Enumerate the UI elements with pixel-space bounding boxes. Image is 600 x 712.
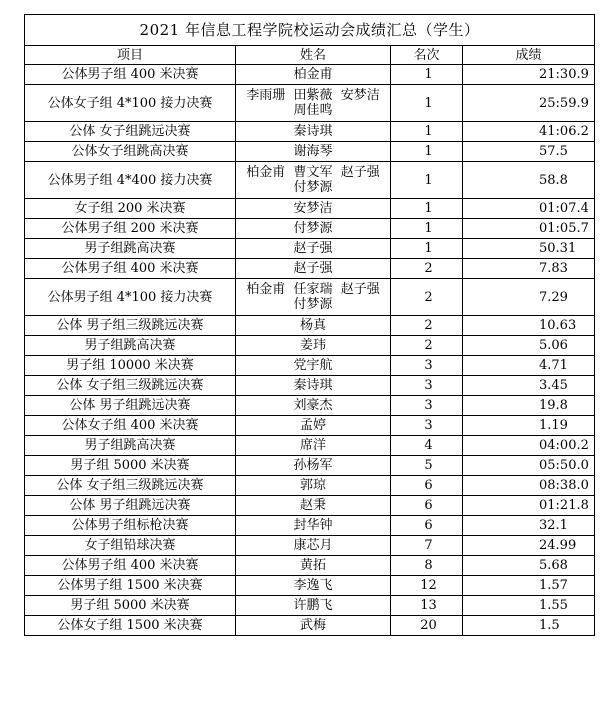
- table-row: [25, 85, 595, 122]
- table-row: [25, 416, 595, 436]
- athlete-names-line: 许鹏飞: [293, 598, 333, 613]
- athlete-names-line: 李逸飞: [293, 578, 333, 593]
- athlete-names-line: 武梅: [299, 618, 326, 633]
- cell-result: 08:38.0: [463, 476, 595, 496]
- table-row: [25, 396, 595, 416]
- table-row: [25, 239, 595, 259]
- cell-result: 57.5: [463, 142, 595, 162]
- results-sheet: [24, 14, 594, 636]
- athlete-names-line: 周佳鸣: [293, 103, 333, 118]
- table-row: [25, 199, 595, 219]
- table-row: [25, 162, 595, 199]
- cell-name: [236, 376, 391, 396]
- cell-result: 4.71: [463, 356, 595, 376]
- cell-name: [236, 616, 391, 636]
- cell-event: 公体男子组标枪决赛: [25, 516, 236, 536]
- athlete-names-line: 姜玮: [299, 338, 326, 353]
- cell-rank: 8: [391, 556, 463, 576]
- athlete-names-line: 付梦源: [293, 297, 333, 312]
- athlete-names-line: 康芯月: [293, 538, 333, 553]
- cell-event: 女子组 200 米决赛: [25, 199, 236, 219]
- cell-event: 公体 男子组跳远决赛: [25, 396, 236, 416]
- table-row: [25, 476, 595, 496]
- cell-rank: 1: [391, 199, 463, 219]
- cell-event: 公体男子组 1500 米决赛: [25, 576, 236, 596]
- cell-event: 公体女子组 400 米决赛: [25, 416, 236, 436]
- cell-rank: 1: [391, 219, 463, 239]
- cell-result: 7.29: [463, 279, 595, 316]
- cell-event: 公体 男子组三级跳远决赛: [25, 316, 236, 336]
- athlete-names-line: 党宇航: [293, 358, 333, 373]
- cell-name: [236, 416, 391, 436]
- cell-rank: 3: [391, 376, 463, 396]
- cell-name: [236, 142, 391, 162]
- cell-rank: 3: [391, 396, 463, 416]
- cell-result: 3.45: [463, 376, 595, 396]
- cell-result: 1.19: [463, 416, 595, 436]
- athlete-names-line: 孟婷: [299, 418, 326, 433]
- cell-rank: 12: [391, 576, 463, 596]
- cell-name: [236, 259, 391, 279]
- table-row: [25, 259, 595, 279]
- athlete-names-line: 黄拓: [299, 558, 326, 573]
- header-row: [25, 46, 595, 65]
- cell-rank: 3: [391, 356, 463, 376]
- cell-name: [236, 316, 391, 336]
- table-row: [25, 436, 595, 456]
- athlete-names-line: 封华钟: [293, 518, 333, 533]
- table-row: [25, 556, 595, 576]
- athlete-names-line: 赵子强: [293, 261, 333, 276]
- cell-result: 05:50.0: [463, 456, 595, 476]
- athlete-names-line: 付梦源: [293, 221, 333, 236]
- table-title: 2021 年信息工程学院校运动会成绩汇总（学生）: [25, 15, 595, 46]
- cell-event: 公体 女子组三级跳远决赛: [25, 376, 236, 396]
- cell-name: [236, 122, 391, 142]
- table-row: [25, 219, 595, 239]
- cell-result: 25:59.9: [463, 85, 595, 122]
- cell-name: [236, 576, 391, 596]
- cell-rank: 1: [391, 162, 463, 199]
- table-row: [25, 142, 595, 162]
- cell-rank: 1: [391, 142, 463, 162]
- cell-name: [236, 336, 391, 356]
- cell-name: [236, 199, 391, 219]
- cell-event: 公体男子组 4*400 接力决赛: [25, 162, 236, 199]
- cell-name: [236, 536, 391, 556]
- table-row: [25, 356, 595, 376]
- cell-event: 男子组 5000 米决赛: [25, 596, 236, 616]
- athlete-names-line: 刘豪杰: [293, 398, 333, 413]
- cell-name: [236, 356, 391, 376]
- cell-event: 公体男子组 400 米决赛: [25, 556, 236, 576]
- table-row: [25, 122, 595, 142]
- cell-result: 5.68: [463, 556, 595, 576]
- cell-rank: 2: [391, 279, 463, 316]
- cell-rank: 5: [391, 456, 463, 476]
- table-row: [25, 376, 595, 396]
- cell-event: 男子组跳高决赛: [25, 336, 236, 356]
- cell-rank: 2: [391, 259, 463, 279]
- cell-event: 公体 女子组三级跳远决赛: [25, 476, 236, 496]
- cell-event: 男子组 10000 米决赛: [25, 356, 236, 376]
- header-event: 项目: [25, 46, 236, 65]
- table-row: [25, 516, 595, 536]
- cell-result: 24.99: [463, 536, 595, 556]
- cell-name: [236, 239, 391, 259]
- table-row: [25, 576, 595, 596]
- cell-result: 1.55: [463, 596, 595, 616]
- cell-rank: 2: [391, 336, 463, 356]
- cell-rank: 6: [391, 476, 463, 496]
- athlete-names-line: 秦诗琪: [293, 124, 333, 139]
- cell-name: [236, 496, 391, 516]
- cell-result: 5.06: [463, 336, 595, 356]
- table-row: [25, 279, 595, 316]
- cell-rank: 6: [391, 516, 463, 536]
- table-row: [25, 456, 595, 476]
- cell-name: [236, 476, 391, 496]
- cell-event: 男子组跳高决赛: [25, 239, 236, 259]
- cell-rank: 1: [391, 122, 463, 142]
- athlete-names-line: 柏金甫 曹文军 赵子强: [246, 165, 380, 180]
- athlete-names-line: 付梦源: [293, 180, 333, 195]
- cell-name: [236, 162, 391, 199]
- cell-event: 公体女子组 1500 米决赛: [25, 616, 236, 636]
- cell-event: 公体 男子组跳远决赛: [25, 496, 236, 516]
- cell-rank: 7: [391, 536, 463, 556]
- athlete-names-line: 孙杨军: [293, 458, 333, 473]
- cell-result: 1.5: [463, 616, 595, 636]
- cell-event: 女子组铅球决赛: [25, 536, 236, 556]
- athlete-names-line: 柏金甫 任家瑞 赵子强: [246, 282, 380, 297]
- cell-name: [236, 85, 391, 122]
- cell-name: [236, 456, 391, 476]
- athlete-names-line: 赵秉: [299, 498, 326, 513]
- table-row: [25, 616, 595, 636]
- cell-event: 公体男子组 400 米决赛: [25, 65, 236, 85]
- cell-rank: 1: [391, 85, 463, 122]
- cell-rank: 3: [391, 416, 463, 436]
- athlete-names-line: 谢海琴: [293, 144, 333, 159]
- cell-result: 01:05.7: [463, 219, 595, 239]
- table-row: [25, 316, 595, 336]
- cell-name: [236, 516, 391, 536]
- cell-event: 公体女子组跳高决赛: [25, 142, 236, 162]
- athlete-names-line: 郭琼: [299, 478, 326, 493]
- cell-rank: 1: [391, 65, 463, 85]
- table-row: [25, 336, 595, 356]
- header-rank: 名次: [391, 46, 463, 65]
- cell-name: [236, 396, 391, 416]
- table-row: [25, 536, 595, 556]
- cell-result: 32.1: [463, 516, 595, 536]
- cell-result: 21:30.9: [463, 65, 595, 85]
- cell-event: 公体男子组 4*100 接力决赛: [25, 279, 236, 316]
- cell-rank: 20: [391, 616, 463, 636]
- athlete-names-line: 李雨珊 田紫薇 安梦洁: [246, 88, 380, 103]
- cell-result: 10.63: [463, 316, 595, 336]
- cell-result: 7.83: [463, 259, 595, 279]
- cell-event: 公体 女子组跳远决赛: [25, 122, 236, 142]
- cell-rank: 13: [391, 596, 463, 616]
- athlete-names-line: 席洋: [299, 438, 326, 453]
- cell-event: 公体男子组 200 米决赛: [25, 219, 236, 239]
- cell-result: 01:07.4: [463, 199, 595, 219]
- cell-rank: 6: [391, 496, 463, 516]
- athlete-names-line: 安梦洁: [293, 201, 333, 216]
- cell-name: [236, 65, 391, 85]
- cell-name: [236, 436, 391, 456]
- cell-rank: 4: [391, 436, 463, 456]
- cell-result: 50.31: [463, 239, 595, 259]
- header-result: 成绩: [463, 46, 595, 65]
- cell-result: 19.8: [463, 396, 595, 416]
- cell-name: [236, 596, 391, 616]
- header-name: 姓名: [236, 46, 391, 65]
- table-row: [25, 496, 595, 516]
- table-row: [25, 596, 595, 616]
- cell-event: 男子组 5000 米决赛: [25, 456, 236, 476]
- athlete-names-line: 柏金甫: [293, 67, 333, 82]
- cell-event: 公体女子组 4*100 接力决赛: [25, 85, 236, 122]
- cell-rank: 1: [391, 239, 463, 259]
- cell-result: 58.8: [463, 162, 595, 199]
- cell-name: [236, 279, 391, 316]
- results-table: [24, 14, 595, 636]
- cell-event: 公体男子组 400 米决赛: [25, 259, 236, 279]
- cell-event: 男子组跳高决赛: [25, 436, 236, 456]
- cell-result: 01:21.8: [463, 496, 595, 516]
- cell-result: 04:00.2: [463, 436, 595, 456]
- athlete-names-line: 赵子强: [293, 241, 333, 256]
- athlete-names-line: 秦诗琪: [293, 378, 333, 393]
- table-row: [25, 65, 595, 85]
- cell-rank: 2: [391, 316, 463, 336]
- cell-result: 41:06.2: [463, 122, 595, 142]
- athlete-names-line: 杨真: [299, 318, 326, 333]
- cell-name: [236, 219, 391, 239]
- cell-result: 1.57: [463, 576, 595, 596]
- cell-name: [236, 556, 391, 576]
